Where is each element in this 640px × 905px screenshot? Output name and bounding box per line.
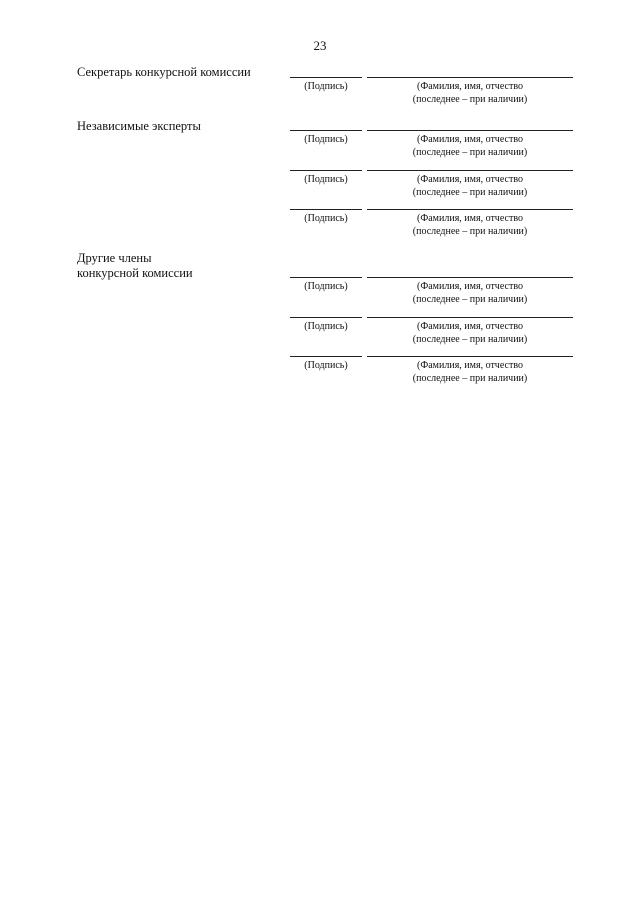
signature-caption: (Подпись) [304,281,348,292]
name-caption-line2: (последнее – при наличии) [412,186,528,198]
name-caption [367,321,573,346]
signature-row [0,130,640,170]
name-caption-line1: (Фамилия, имя, отчество [417,360,523,371]
signature-row [0,209,640,249]
signature-caption: (Подпись) [304,174,348,185]
name-caption-line2: (последнее – при наличии) [412,333,528,345]
name-line [367,209,573,210]
name-caption-line2: (последнее – при наличии) [412,225,528,237]
signature-line [290,356,362,357]
section-label-experts: Независимые эксперты [77,119,201,133]
signature-line [290,277,362,278]
name-caption [367,134,573,159]
signature-caption: (Подпись) [304,321,348,332]
name-line [367,170,573,171]
signature-caption: (Подпись) [304,134,348,145]
name-caption-line1: (Фамилия, имя, отчество [417,81,523,92]
name-line [367,317,573,318]
page-number: 23 [313,38,327,53]
name-line [367,77,573,78]
signature-caption: (Подпись) [304,81,348,92]
signature-row [0,77,640,117]
signature-line [290,317,362,318]
name-caption-line1: (Фамилия, имя, отчество [417,174,523,185]
signature-row [0,170,640,210]
name-caption-line1: (Фамилия, имя, отчество [417,134,523,145]
name-caption-line1: (Фамилия, имя, отчество [417,281,523,292]
signature-line [290,130,362,131]
signature-caption: (Подпись) [304,213,348,224]
name-caption-line1: (Фамилия, имя, отчество [417,321,523,332]
name-caption-line1: (Фамилия, имя, отчество [417,213,523,224]
signature-row [0,277,640,317]
name-caption [367,281,573,306]
signature-line [290,77,362,78]
signature-line [290,170,362,171]
name-caption [367,174,573,199]
signature-line [290,209,362,210]
signature-caption: (Подпись) [304,360,348,371]
signature-row [0,356,640,396]
name-caption [367,360,573,385]
name-caption [367,213,573,238]
signature-row [0,317,640,357]
name-line [367,277,573,278]
name-line [367,130,573,131]
name-caption-line2: (последнее – при наличии) [412,293,528,305]
section-label-other-members: Другие члены конкурсной комиссии [77,251,193,280]
name-caption-line2: (последнее – при наличии) [412,372,528,384]
name-caption-line2: (последнее – при наличии) [412,93,528,105]
name-line [367,356,573,357]
section-label-secretary: Секретарь конкурсной комиссии [77,65,251,79]
name-caption-line2: (последнее – при наличии) [412,146,528,158]
name-caption [367,81,573,106]
